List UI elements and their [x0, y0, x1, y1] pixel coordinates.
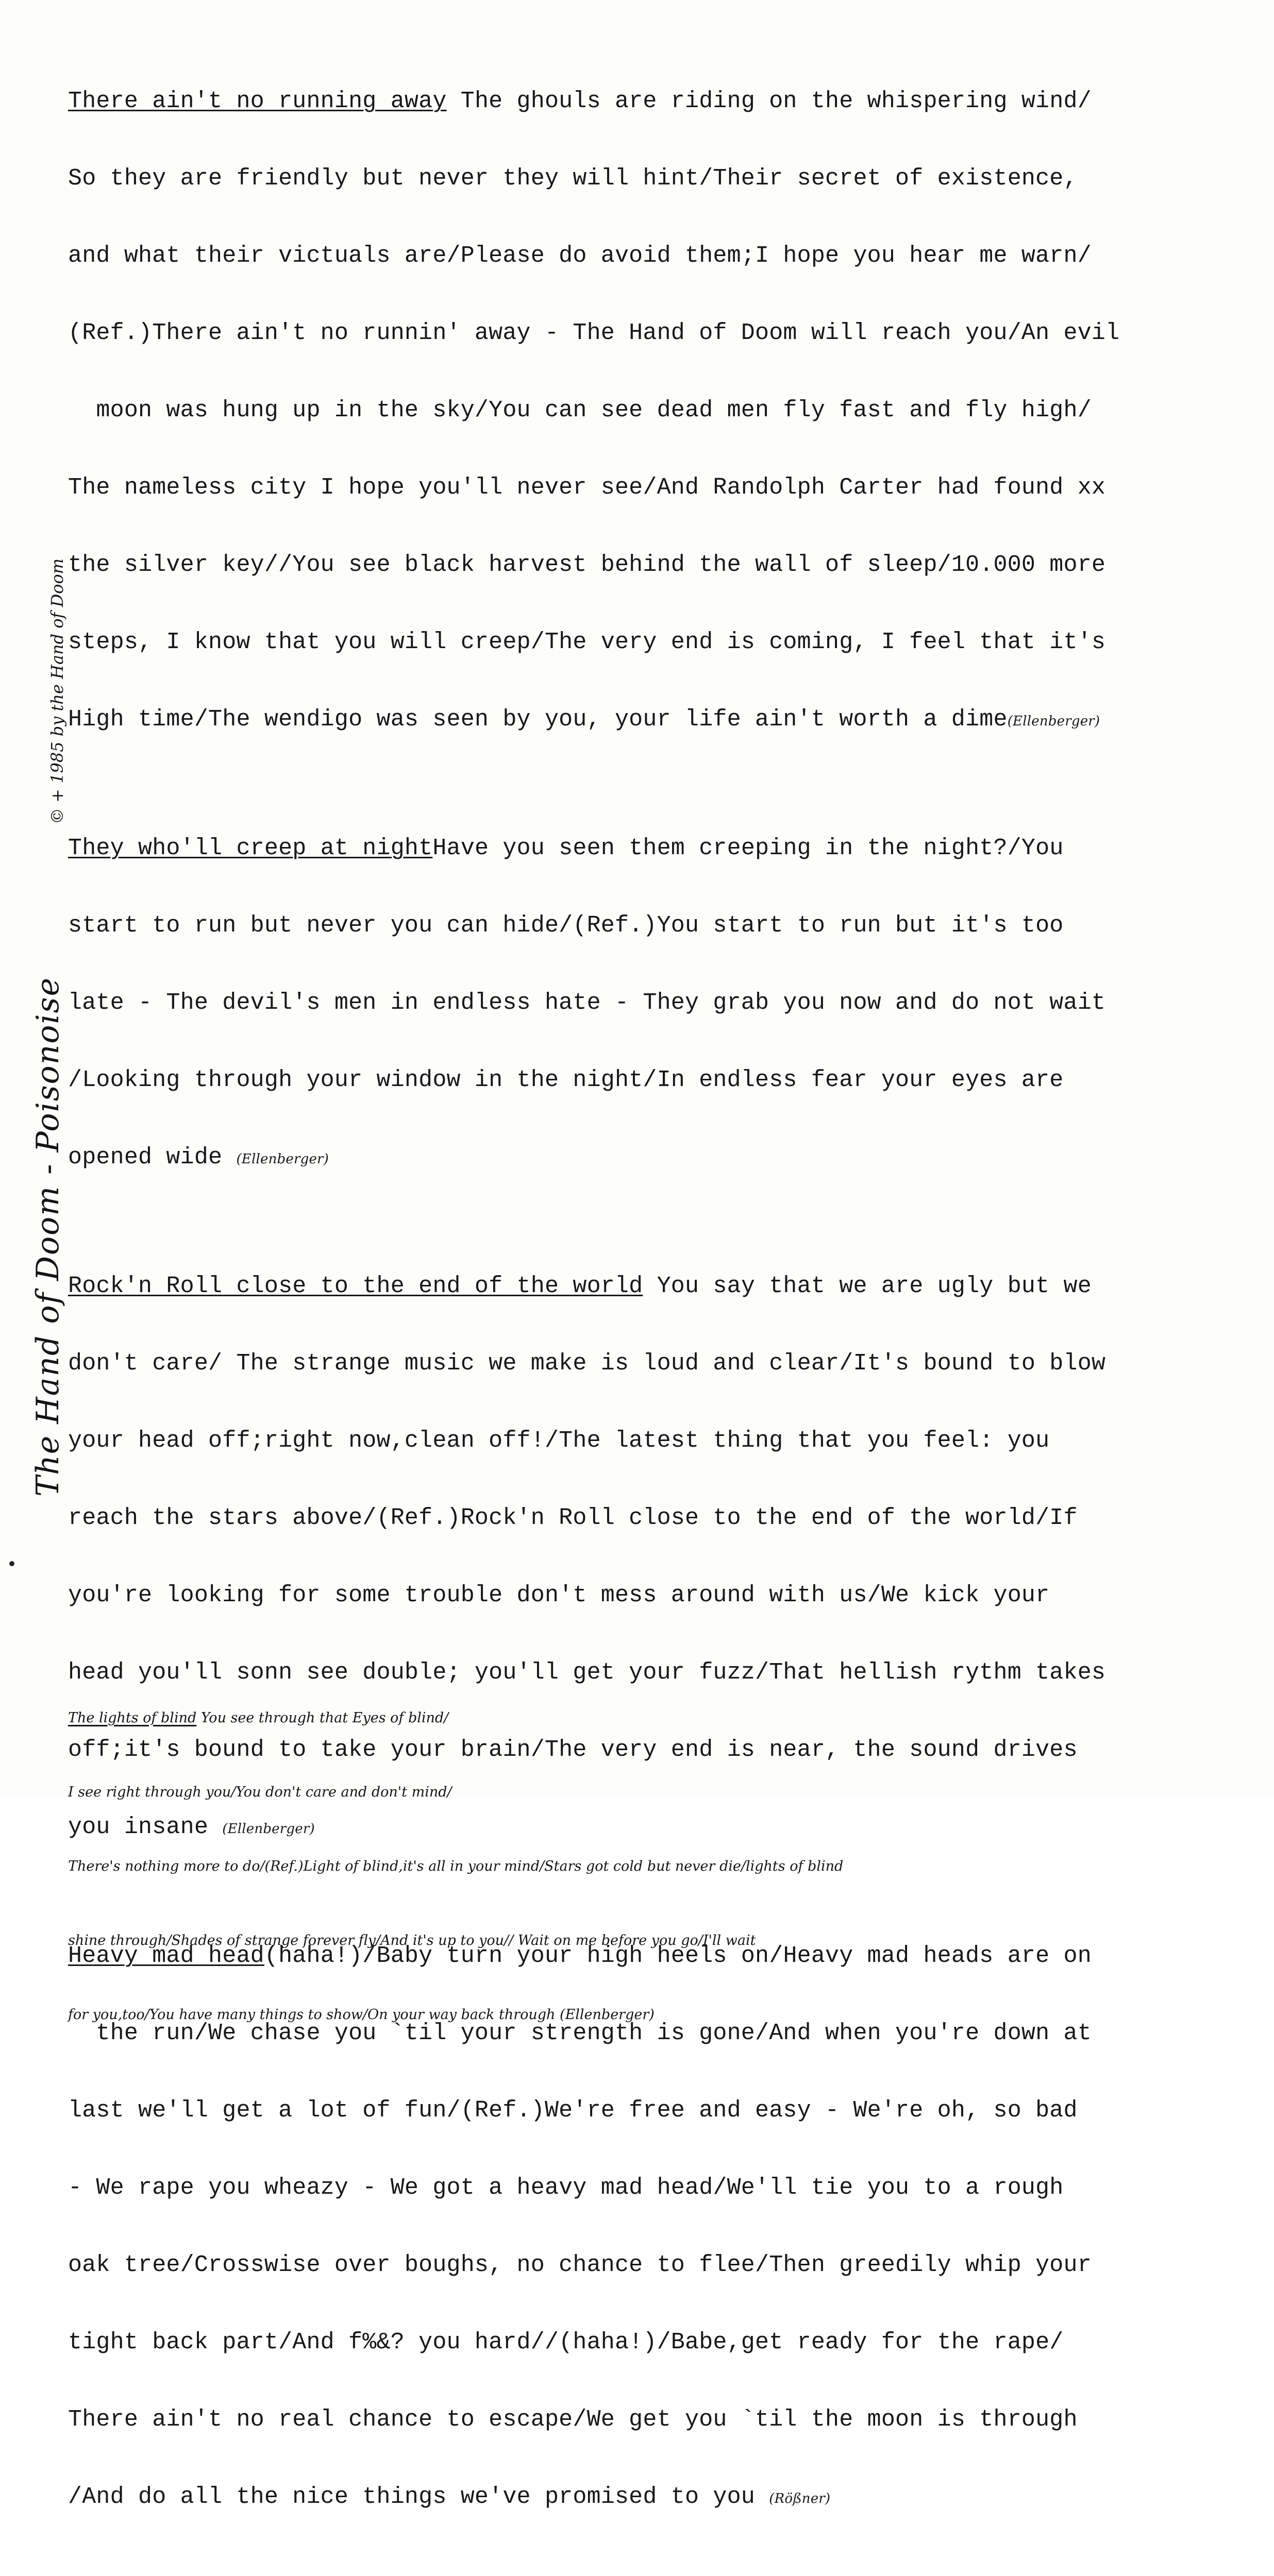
footer-author-credit: (Ellenberger)	[560, 2007, 655, 2023]
song-line: moon was hung up in the sky/You can see dead men fly fast and fly high/	[68, 397, 1092, 423]
song-title: They who'll creep at night	[68, 835, 433, 861]
song-line	[68, 2484, 1253, 2510]
song-line: So they are friendly but never they will hint/Their secret of existence,	[68, 165, 1078, 192]
footer-line	[68, 2003, 1253, 2027]
vertical-band-title: The Hand of Doom - Poisonoise	[30, 977, 66, 1497]
song-line: - We rape you wheazy - We got a heavy mad head/We'll tie you to a rough	[68, 2175, 1064, 2201]
song-line: don't care/ The strange music we make is loud and clear/It's bound to blow	[68, 1350, 1106, 1377]
handwritten-footer	[68, 1656, 1253, 2077]
song-title: There ain't no running away	[68, 88, 447, 114]
song-line: The nameless city I hope you'll never see/And Randolph Carter had found xx	[68, 474, 1106, 501]
footer-text: for you,too/You have many things to show/On your way back through	[68, 2007, 560, 2023]
song-line: and what their victuals are/Please do avoid them;I hope you hear me warn/	[68, 243, 1092, 269]
author-credit: (Rößner)	[769, 2491, 831, 2506]
song-line	[68, 707, 1253, 733]
song-title: Heavy mad head	[68, 1943, 264, 1969]
footer-song-title: The lights of blind	[68, 1710, 197, 1726]
footer-line: shine through/Shades of strange forever fly/And it's up to you// Wait on me before you go/I'll wait	[68, 1933, 756, 1948]
song-line: the run/We chase you `til your strength is gone/And when you're down at	[68, 2020, 1092, 2046]
footer-text: You see through that Eyes of blind/	[196, 1710, 449, 1726]
song-line: steps, I know that you will creep/The very end is coming, I feel that it's	[68, 629, 1106, 655]
lyric-text: you insane	[68, 1814, 223, 1840]
song-line: off;it's bound to take your brain/The very end is near, the sound drives	[68, 1737, 1078, 1763]
lyric-text: opened wide	[68, 1144, 237, 1171]
song-line: your head off;right now,clean off!/The latest thing that you feel: you	[68, 1428, 1050, 1454]
song-line: oak tree/Crosswise over boughs, no chance to flee/Then greedily whip your	[68, 2252, 1092, 2278]
lyric-text: Have you seen them creeping in the night?/You	[432, 835, 1064, 861]
lyric-text: (haha!)/Baby turn your high heels on/Heavy mad heads are on	[264, 1943, 1092, 1969]
author-credit: (Ellenberger)	[222, 1821, 315, 1837]
song-line: (Ref.)There ain't no runnin' away - The Hand of Doom will reach you/An evil	[68, 320, 1120, 346]
lyric-text: The ghouls are riding on the whispering wind/	[446, 88, 1092, 114]
song-line	[68, 1145, 1253, 1171]
song-title: Rock'n Roll close to the end of the world	[68, 1273, 643, 1299]
song-line: start to run but never you can hide/(Ref.)You start to run but it's too	[68, 912, 1064, 939]
song-line: reach the stars above/(Ref.)Rock'n Roll close to the end of the world/If	[68, 1505, 1078, 1531]
author-credit: (Ellenberger)	[1007, 714, 1100, 729]
song-line: There ain't no real chance to escape/We get you `til the moon is through	[68, 2406, 1078, 2433]
footer-line	[68, 1706, 1253, 1731]
song-line: late - The devil's men in endless hate - They grab you now and do not wait	[68, 990, 1106, 1016]
song-line	[68, 1274, 1253, 1299]
punch-mark	[9, 1561, 14, 1566]
lyrics-body	[68, 11, 1253, 2576]
song-line: the silver key//You see black harvest behind the wall of sleep/10.000 more	[68, 552, 1106, 578]
lyric-text: /And do all the nice things we've promised to you	[68, 2484, 769, 2510]
vertical-credit: © + 1985 by the Hand of Doom	[47, 558, 67, 824]
song-line: /Looking through your window in the night/In endless fear your eyes are	[68, 1067, 1064, 1093]
song-line: tight back part/And f%&? you hard//(haha!)/Babe,get ready for the rape/	[68, 2329, 1064, 2355]
song-line: you're looking for some trouble don't mess around with us/We kick your	[68, 1582, 1050, 1608]
footer-line: I see right through you/You don't care and don't mind/	[68, 1784, 452, 1800]
song-line	[68, 836, 1253, 861]
lyric-text: You say that we are ugly but we	[643, 1273, 1092, 1299]
author-credit: (Ellenberger)	[236, 1151, 329, 1167]
lyric-text: High time/The wendigo was seen by you, your life ain't worth a dime	[68, 706, 1008, 733]
song-line: last we'll get a lot of fun/(Ref.)We're free and easy - We're oh, so bad	[68, 2097, 1078, 2124]
footer-line: There's nothing more to do/(Ref.)Light of blind,it's all in your mind/Stars got cold but never die/lights of blind	[68, 1858, 844, 1874]
song-line	[68, 89, 1253, 114]
song-line: head you'll sonn see double; you'll get your fuzz/That hellish rythm takes	[68, 1659, 1106, 1686]
